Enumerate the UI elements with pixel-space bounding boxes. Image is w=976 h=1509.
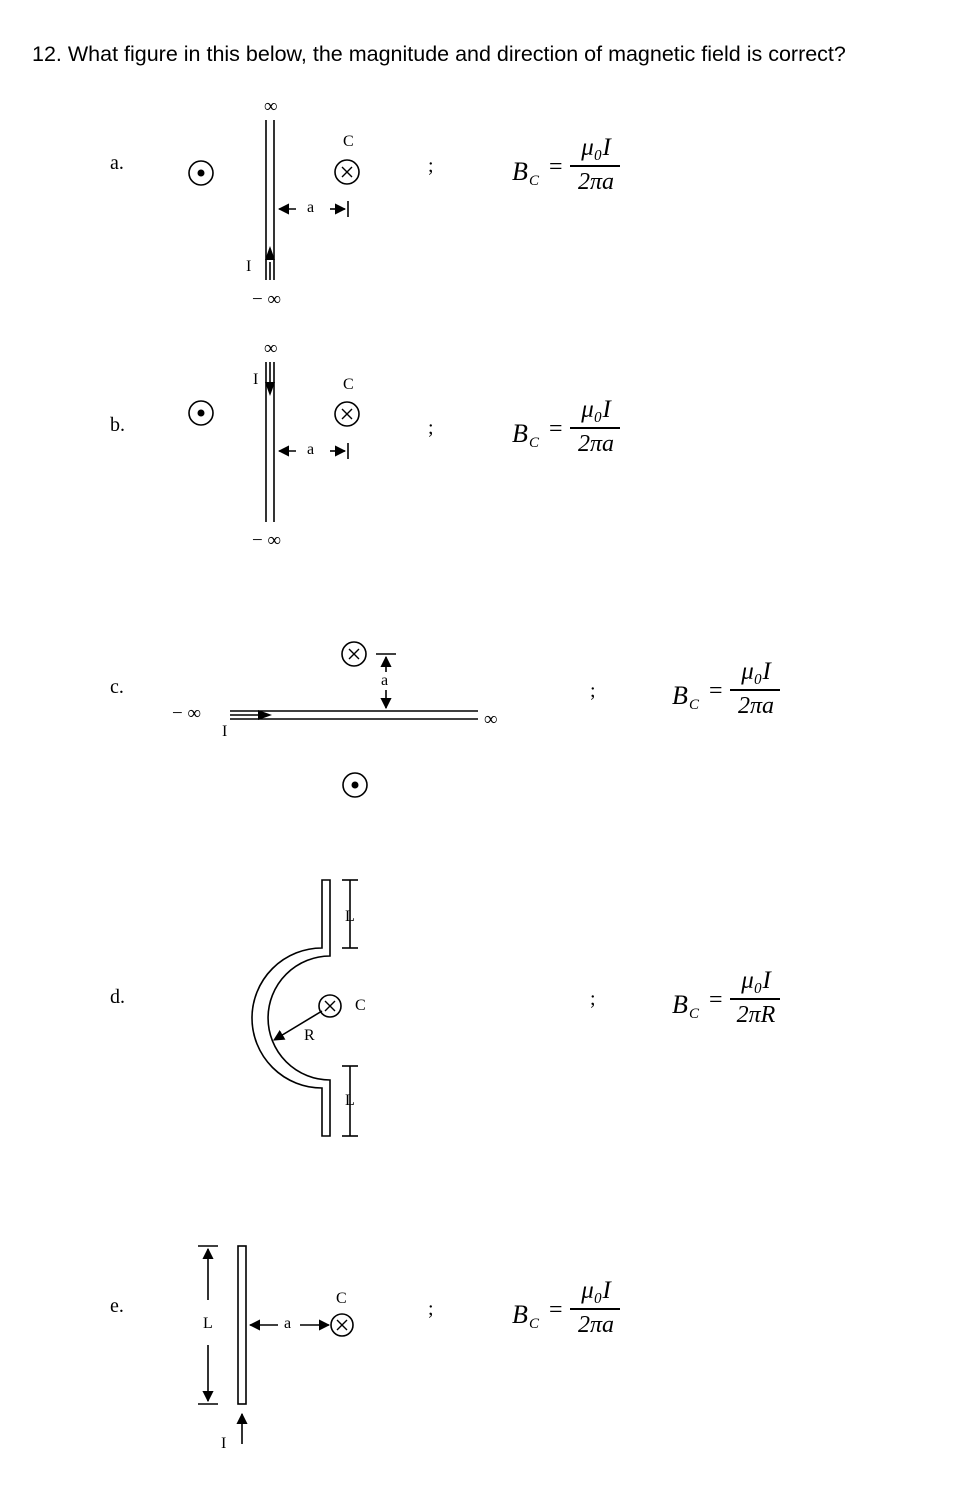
infinity-label: ∞ xyxy=(264,338,278,359)
neg-infinity-label: − ∞ xyxy=(172,703,202,724)
formula-numerator: μ₀I xyxy=(581,396,611,423)
point-c-label: C xyxy=(343,133,354,150)
length-l-label: L xyxy=(345,908,355,925)
formula-equals: = xyxy=(549,1297,563,1323)
distance-a-label: a xyxy=(307,441,315,458)
current-label: I xyxy=(253,371,259,388)
formula-numerator: μ₀I xyxy=(741,967,771,994)
formula-b: B xyxy=(512,1300,528,1329)
point-c-label: C xyxy=(355,997,366,1014)
option-b-diagram xyxy=(189,362,359,522)
point-c-label: C xyxy=(336,1290,347,1307)
formula-equals: = xyxy=(549,416,563,442)
formula-numerator: μ₀I xyxy=(581,1277,611,1304)
formula-b: B xyxy=(672,990,688,1019)
formula-b: B xyxy=(512,419,528,448)
option-e-label: e. xyxy=(110,1295,124,1317)
formula-equals: = xyxy=(709,987,723,1013)
question-text: 12. What figure in this below, the magnitude and direction of magnetic field is correct? xyxy=(32,42,846,66)
option-a-label: a. xyxy=(110,152,124,174)
neg-infinity-label: − ∞ xyxy=(252,530,282,551)
formula-numerator: μ₀I xyxy=(741,658,771,685)
infinity-label: ∞ xyxy=(484,709,498,730)
option-d-label: d. xyxy=(110,986,125,1008)
infinity-label: ∞ xyxy=(264,96,278,117)
option-b-separator: ; xyxy=(428,417,434,439)
option-c-separator: ; xyxy=(590,680,596,702)
distance-a-label: a xyxy=(307,199,315,216)
semicircular-wire xyxy=(252,880,330,1136)
distance-a-label: a xyxy=(284,1315,292,1332)
neg-infinity-label: − ∞ xyxy=(252,289,282,310)
formula-b: B xyxy=(512,157,528,186)
length-l-label: L xyxy=(203,1315,213,1332)
formula-subscript: C xyxy=(529,173,540,189)
formula-subscript: C xyxy=(689,1006,700,1022)
formula-denominator: 2πa xyxy=(577,1312,615,1338)
option-c-diagram xyxy=(230,642,478,797)
formula-denominator: 2πa xyxy=(577,431,615,457)
option-e-diagram xyxy=(198,1246,353,1444)
formula-b: B xyxy=(672,681,688,710)
current-label: I xyxy=(221,1435,227,1452)
formula-numerator: μ₀I xyxy=(581,134,611,161)
distance-a-label: a xyxy=(381,672,389,689)
formula-denominator: 2πR xyxy=(736,1002,776,1028)
formula-equals: = xyxy=(549,154,563,180)
radius-r-label: R xyxy=(304,1027,315,1044)
formula-denominator: 2πa xyxy=(737,693,775,719)
option-d-separator: ; xyxy=(590,988,596,1010)
option-a-separator: ; xyxy=(428,155,434,177)
finite-wire xyxy=(238,1246,246,1404)
formula-subscript: C xyxy=(689,697,700,713)
current-label: I xyxy=(246,258,252,275)
option-e-separator: ; xyxy=(428,1298,434,1320)
formula-subscript: C xyxy=(529,1316,540,1332)
formula-denominator: 2πa xyxy=(577,169,615,195)
current-label: I xyxy=(222,723,228,740)
option-d-diagram xyxy=(252,880,358,1136)
option-c-label: c. xyxy=(110,676,124,698)
point-c-label: C xyxy=(343,376,354,393)
option-a-diagram xyxy=(189,120,359,280)
option-b-label: b. xyxy=(110,414,125,436)
formula-equals: = xyxy=(709,678,723,704)
length-l-label: L xyxy=(345,1092,355,1109)
formula-subscript: C xyxy=(529,435,540,451)
